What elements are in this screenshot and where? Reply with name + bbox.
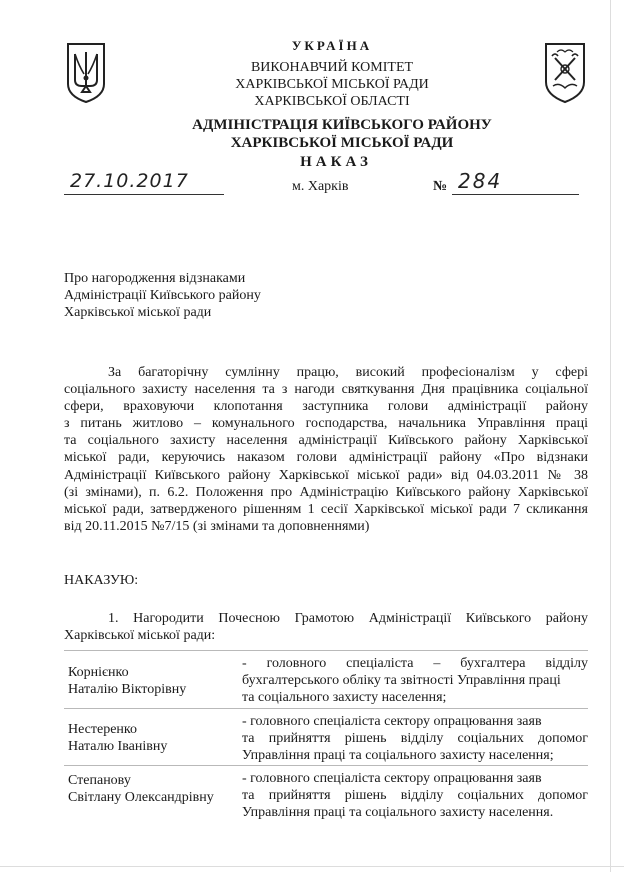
committee-line-2: ХАРКІВСЬКОЇ МІСЬКОЇ РАДИ	[235, 77, 429, 92]
awardee-position	[242, 713, 588, 765]
preamble-line: За багаторічну сумлінну працю, високий професіоналізм у сфері	[108, 365, 588, 380]
handwritten-date: 27.10.2017	[70, 170, 189, 192]
awardee-name	[68, 664, 186, 698]
position-line: та прийняття рішень відділу соціальних допомог	[242, 731, 588, 747]
preamble-line: міської ради, затвердженого рішенням 1 сесії Харківської міської ради 7 скликання	[64, 501, 588, 517]
position-line: Управління праці та соціального захисту населення.	[242, 805, 554, 821]
divider	[64, 708, 588, 709]
subject-line: Адміністрації Київського району	[64, 288, 261, 303]
position-line: Управління праці та соціального захисту населення;	[242, 748, 554, 764]
awardee-surname: Корнієнко	[68, 665, 129, 680]
scan-edge	[0, 866, 624, 867]
number-label: №	[433, 179, 448, 194]
administration-line-2: ХАРКІВСЬКОЇ МІСЬКОЇ РАДИ	[230, 135, 454, 151]
position-line: - головного спеціаліста – бухгалтера відділу	[242, 656, 588, 671]
awardee-given-name: Наталію Вікторівну	[68, 682, 187, 697]
order-item-1	[64, 610, 588, 644]
document-type: НАКАЗ	[300, 154, 372, 170]
committee-line-1: ВИКОНАВЧИЙ КОМІТЕТ	[250, 60, 414, 75]
preamble-line: з питань житлово – комунального господарства, начальника Управління праці	[64, 416, 588, 432]
preamble-line: Адміністрації Київського району Харківської міської ради» від 04.03.2011 № 38	[64, 467, 588, 483]
position-line: та соціального захисту населення;	[242, 690, 447, 706]
preamble-line: сфери, враховуючи клопотання заступника голови адміністрації району	[64, 399, 588, 415]
awardee-given-name: Світлану Олександрівну	[68, 790, 214, 805]
city-label: м. Харків	[292, 179, 349, 194]
awardee-surname: Степанову	[68, 773, 131, 788]
handwritten-number: 284	[458, 169, 503, 193]
awardee-name	[68, 772, 214, 806]
subject-line: Про нагородження відзнаками	[64, 271, 246, 286]
country-title: УКРАЇНА	[291, 38, 373, 53]
administration-line-1: АДМІНІСТРАЦІЯ КИЇВСЬКОГО РАЙОНУ	[192, 117, 492, 133]
date-field	[64, 168, 224, 195]
preamble-line: соціального захисту населення та з нагоди святкування Дня працівника соціальної	[64, 382, 588, 398]
scan-edge	[610, 0, 611, 872]
preamble-line: міської ради, керуючись наказом голови адміністрації району «Про відзнаки	[64, 450, 588, 466]
subject-line: Харківської міської ради	[64, 305, 212, 320]
preamble-line: (зі змінами), п. 6.2. Положення про Адміністрацію Київського району Харківської	[64, 484, 588, 500]
item-line: 1. Нагородити Почесною Грамотою Адміністрації Київського району	[108, 611, 588, 626]
divider	[64, 650, 588, 651]
awardee-given-name: Наталю Іванівну	[68, 739, 168, 754]
order-word: НАКАЗУЮ:	[64, 573, 139, 588]
item-line: Харківської міської ради:	[64, 628, 216, 643]
number-field	[452, 168, 579, 195]
order-subject	[64, 270, 261, 321]
position-line: бухгалтерського обліку та звітності Управління праці	[242, 673, 561, 689]
preamble-line: та соціального захисту населення адміністрації Київського району Харківської	[64, 433, 588, 449]
divider	[64, 765, 588, 766]
position-line: та прийняття рішень відділу соціальних допомог	[242, 788, 588, 804]
preamble-line: від 20.11.2015 №7/15 (зі змінами та доповненнями)	[64, 518, 370, 534]
committee-line-3: ХАРКІВСЬКОЇ ОБЛАСТІ	[254, 94, 410, 109]
awardee-name	[68, 721, 167, 755]
position-line: - головного спеціаліста сектору опрацювання заяв	[242, 714, 542, 729]
awardee-position	[242, 770, 588, 822]
position-line: - головного спеціаліста сектору опрацювання заяв	[242, 771, 542, 786]
awardee-position	[242, 655, 588, 707]
preamble-paragraph	[64, 364, 588, 535]
awardee-surname: Нестеренко	[68, 722, 138, 737]
